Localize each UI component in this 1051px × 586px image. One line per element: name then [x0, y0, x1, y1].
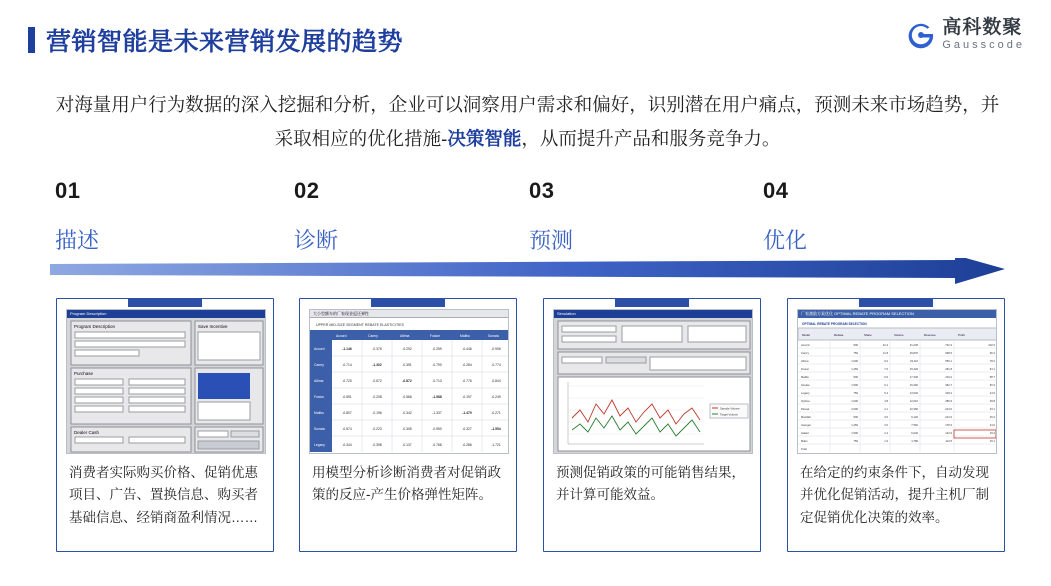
- svg-text:Accord: Accord: [336, 334, 347, 338]
- card-screenshot-chart-window: [553, 309, 753, 454]
- svg-text:Volume: Volume: [894, 333, 904, 337]
- svg-text:15,260: 15,260: [909, 384, 918, 387]
- svg-text:Avenger: Avenger: [801, 424, 811, 427]
- page-title: [28, 22, 403, 58]
- svg-text:Revenue: Revenue: [924, 333, 936, 337]
- svg-text:44.6: 44.6: [989, 392, 995, 395]
- title-text: 营销智能是未来营销发展的趋势: [46, 28, 404, 56]
- svg-text:Legacy: Legacy: [314, 443, 325, 447]
- svg-text:11.8: 11.8: [882, 352, 888, 355]
- svg-text:244.0: 244.0: [945, 408, 952, 411]
- svg-text:Malibu: Malibu: [314, 411, 324, 415]
- svg-text:750: 750: [853, 352, 858, 355]
- title-accent-bar: [28, 27, 35, 53]
- svg-text:Milan: Milan: [801, 440, 808, 443]
- svg-text:2,000: 2,000: [851, 408, 858, 411]
- svg-text:-0.720: -0.720: [342, 379, 352, 383]
- svg-text:78.2: 78.2: [989, 360, 995, 363]
- svg-text:500: 500: [853, 376, 858, 379]
- svg-text:OPTIMAL REBATE PROGRAM SELECTI: OPTIMAL REBATE PROGRAM SELECTION: [802, 322, 867, 326]
- svg-text:1,000: 1,000: [851, 360, 858, 363]
- svg-text:Legacy: Legacy: [801, 392, 810, 395]
- svg-text:-0.376: -0.376: [372, 347, 382, 351]
- svg-text:-0.906: -0.906: [491, 347, 501, 351]
- svg-text:750: 750: [853, 440, 858, 443]
- svg-text:Profit: Profit: [958, 333, 965, 337]
- lead-highlight: 决策智能: [447, 128, 522, 150]
- svg-text:Accord: Accord: [801, 344, 810, 347]
- screenshot-window-title: 厂家激励方案优化 OPTIMAL REBATE PROGRAM SELECTION: [798, 310, 996, 318]
- step-number: 04: [763, 178, 789, 203]
- svg-text:-0.768: -0.768: [432, 443, 442, 447]
- svg-text:6,040: 6,040: [911, 432, 918, 435]
- card-tab: [128, 298, 202, 307]
- svg-text:-1.302: -1.302: [372, 363, 382, 367]
- step-list: [55, 178, 1015, 258]
- svg-text:6.9: 6.9: [884, 376, 888, 379]
- svg-text:Camry: Camry: [368, 334, 378, 338]
- card-screenshot-form-dialog: [66, 309, 266, 454]
- brand-logo: [907, 18, 1025, 51]
- svg-text:-0.196: -0.196: [372, 411, 382, 415]
- svg-text:1,000: 1,000: [851, 400, 858, 403]
- svg-text:Passat: Passat: [801, 408, 810, 411]
- svg-text:1.9: 1.9: [884, 440, 888, 443]
- svg-text:96.4: 96.4: [989, 352, 995, 355]
- svg-text:-0.327: -0.327: [462, 427, 472, 431]
- svg-text:-0.391: -0.391: [402, 363, 412, 367]
- svg-text:-0.774: -0.774: [491, 363, 501, 367]
- svg-text:2.4: 2.4: [884, 432, 888, 435]
- svg-text:4.8: 4.8: [884, 400, 888, 403]
- svg-text:Galant: Galant: [801, 432, 809, 435]
- svg-text:698.5: 698.5: [945, 352, 952, 355]
- svg-text:Save Incentive: Save Incentive: [198, 324, 228, 329]
- svg-text:556.1: 556.1: [945, 360, 952, 363]
- svg-text:-0.223: -0.223: [372, 427, 382, 431]
- svg-text:3.0: 3.0: [884, 424, 888, 427]
- svg-text:-0.446: -0.446: [462, 347, 472, 351]
- card-predict[interactable]: [543, 298, 761, 552]
- svg-text:Altima: Altima: [801, 360, 809, 363]
- svg-text:Malibu: Malibu: [460, 334, 470, 338]
- svg-text:64.1: 64.1: [989, 368, 995, 371]
- svg-text:212.6: 212.6: [945, 416, 952, 419]
- step-label: 预测: [529, 228, 574, 253]
- svg-text:178.3: 178.3: [945, 424, 952, 427]
- svg-text:58.7: 58.7: [989, 376, 995, 379]
- svg-text:-0.776: -0.776: [462, 379, 472, 383]
- svg-text:29.4: 29.4: [989, 416, 995, 419]
- step-label: 优化: [763, 228, 808, 253]
- svg-text:Accord: Accord: [314, 347, 325, 351]
- svg-text:500: 500: [853, 416, 858, 419]
- svg-text:-0.197: -0.197: [462, 395, 472, 399]
- card-caption: 在给定的约束条件下，自动发现并优化促销活动，提升主机厂制定促销优化决策的效率。: [800, 465, 989, 525]
- svg-text:-0.344: -0.344: [342, 443, 352, 447]
- svg-text:Model: Model: [802, 333, 810, 337]
- svg-text:UPPER MID-SIZE SEGMENT REBATE: UPPER MID-SIZE SEGMENT REBATE ELASTICITIES: [316, 323, 404, 327]
- svg-text:-0.137: -0.137: [402, 443, 412, 447]
- svg-text:-0.271: -0.271: [491, 411, 501, 415]
- svg-text:Malibu: Malibu: [801, 376, 809, 379]
- card-caption: 消费者实际购买价格、促销优惠项目、广告、置换信息、购买者基础信息、经销商盈利情况……: [69, 465, 258, 525]
- svg-text:750: 750: [853, 392, 858, 395]
- card-diagnose[interactable]: [299, 298, 517, 552]
- svg-text:Total: Total: [801, 448, 807, 451]
- svg-text:Dealer Cash: Dealer Cash: [74, 430, 100, 435]
- svg-text:Sonata: Sonata: [314, 427, 325, 431]
- svg-text:Program Description: Program Description: [74, 324, 116, 329]
- svg-text:15.1: 15.1: [989, 440, 995, 443]
- svg-text:-0.713: -0.713: [432, 379, 442, 383]
- svg-text:-0.572: -0.572: [372, 379, 382, 383]
- step-label: 描述: [55, 228, 100, 253]
- progress-arrow-icon: [50, 258, 1005, 288]
- svg-text:1,500: 1,500: [851, 384, 858, 387]
- svg-text:742.3: 742.3: [945, 344, 952, 347]
- svg-text:Share: Share: [864, 333, 872, 337]
- svg-text:12.4: 12.4: [882, 344, 888, 347]
- svg-text:362.7: 362.7: [945, 384, 952, 387]
- svg-text:12,010: 12,010: [909, 400, 918, 403]
- svg-text:1,250: 1,250: [851, 424, 858, 427]
- svg-text:-0.950: -0.950: [432, 427, 442, 431]
- svg-text:102.6: 102.6: [988, 344, 995, 347]
- svg-text:142.9: 142.9: [945, 432, 952, 435]
- svg-text:-0.566: -0.566: [402, 395, 412, 399]
- step-number: 01: [55, 178, 81, 203]
- lead-paragraph: [55, 88, 1000, 156]
- svg-text:-0.208: -0.208: [372, 395, 382, 399]
- svg-text:9,120: 9,120: [911, 416, 918, 419]
- svg-text:Sonata: Sonata: [488, 334, 499, 338]
- svg-text:Mazda6: Mazda6: [801, 416, 811, 419]
- svg-text:13,540: 13,540: [909, 392, 918, 395]
- svg-text:-0.790: -0.790: [432, 363, 442, 367]
- svg-text:-0.591: -0.591: [342, 395, 352, 399]
- svg-text:33.1: 33.1: [989, 408, 995, 411]
- screenshot-window-title: Program Description: [67, 310, 265, 318]
- svg-text:Optima: Optima: [801, 400, 810, 403]
- svg-text:Sample Volume: Sample Volume: [720, 406, 740, 411]
- step-04: [763, 178, 807, 255]
- card-screenshot-matrix-table: [309, 309, 509, 454]
- logo-name-cn: 高科数聚: [942, 17, 1023, 38]
- svg-text:-0.844: -0.844: [491, 379, 501, 383]
- svg-text:-0.342: -0.342: [402, 411, 412, 415]
- svg-text:Camry: Camry: [314, 363, 324, 367]
- svg-text:23,110: 23,110: [909, 360, 918, 363]
- card-list: [56, 298, 1006, 553]
- svg-text:5.4: 5.4: [884, 392, 888, 395]
- svg-text:6.1: 6.1: [884, 384, 888, 387]
- svg-text:9.2: 9.2: [884, 360, 888, 363]
- card-caption: 预测促销政策的可能销售结果，并计算可能效益。: [556, 465, 745, 503]
- svg-text:19,420: 19,420: [909, 368, 918, 371]
- lead-part2: ，从而提升产品和服务竞争力。: [521, 128, 781, 150]
- svg-text:17,330: 17,330: [909, 376, 918, 379]
- svg-text:419.2: 419.2: [945, 376, 952, 379]
- svg-text:-1.721: -1.721: [491, 443, 501, 447]
- svg-text:-0.872: -0.872: [402, 379, 412, 383]
- svg-text:4.1: 4.1: [884, 408, 888, 411]
- card-screenshot-wide-table: [797, 309, 997, 454]
- logo-mark-icon: [907, 21, 935, 49]
- svg-text:113.5: 113.5: [945, 440, 952, 443]
- svg-text:31,245: 31,245: [909, 344, 918, 347]
- svg-text:-0.292: -0.292: [402, 347, 412, 351]
- lead-part1: 对海量用户行为数据的深入挖掘和分析，企业可以洞察用户需求和偏好，识别潜在用户痛点，预测未来市场趋势，并采取相应的优化措施-: [55, 94, 1000, 150]
- svg-text:Fusion: Fusion: [430, 334, 441, 338]
- step-01: [55, 178, 99, 255]
- svg-text:Camry: Camry: [801, 352, 809, 355]
- svg-text:-0.714: -0.714: [342, 363, 352, 367]
- svg-text:461.8: 461.8: [945, 368, 952, 371]
- svg-text:-0.807: -0.807: [342, 411, 352, 415]
- svg-text:4,780: 4,780: [911, 440, 918, 443]
- svg-text:Rebate: Rebate: [834, 333, 844, 337]
- card-optimize[interactable]: [787, 298, 1005, 552]
- svg-text:1,250: 1,250: [851, 368, 858, 371]
- card-describe[interactable]: [56, 298, 274, 552]
- svg-text:-0.305: -0.305: [402, 427, 412, 431]
- svg-text:50.3: 50.3: [989, 384, 995, 387]
- logo-name-en: Gausscode: [942, 39, 1025, 51]
- svg-text:7,560: 7,560: [911, 424, 918, 427]
- svg-text:10,350: 10,350: [909, 408, 918, 411]
- svg-text:-0.249: -0.249: [491, 395, 501, 399]
- card-caption: 用模型分析诊断消费者对促销政策的反应-产生价格弹性矩阵。: [312, 465, 501, 503]
- svg-text:286.9: 286.9: [945, 400, 952, 403]
- svg-text:-0.398: -0.398: [372, 443, 382, 447]
- logo-text: [942, 18, 1025, 51]
- svg-text:-1.337: -1.337: [432, 411, 442, 415]
- card-tab: [615, 298, 689, 307]
- screenshot-window-title: 大小型额车的厂家现金返还弹性: [310, 310, 508, 318]
- screenshot-window-title: Simulation: [554, 310, 752, 318]
- svg-text:-0.286: -0.286: [462, 443, 472, 447]
- svg-text:Altima: Altima: [400, 334, 410, 338]
- svg-text:Fusion: Fusion: [801, 368, 810, 371]
- step-03: [529, 178, 573, 255]
- svg-text:24.0: 24.0: [989, 424, 995, 427]
- svg-text:19.2: 19.2: [989, 432, 995, 435]
- svg-text:-0.284: -0.284: [462, 363, 472, 367]
- svg-text:Altima: Altima: [314, 379, 324, 383]
- svg-text:1,500: 1,500: [851, 432, 858, 435]
- svg-text:3.6: 3.6: [884, 416, 888, 419]
- svg-text:Target Volume: Target Volume: [720, 412, 738, 417]
- svg-text:500: 500: [853, 344, 858, 347]
- svg-text:Sonata: Sonata: [801, 384, 810, 387]
- svg-text:29,870: 29,870: [909, 352, 918, 355]
- svg-text:-0.259: -0.259: [432, 347, 442, 351]
- svg-text:Fusion: Fusion: [314, 395, 325, 399]
- svg-text:-1.988: -1.988: [432, 395, 442, 399]
- svg-text:-0.574: -0.574: [342, 427, 352, 431]
- svg-text:318.4: 318.4: [945, 392, 952, 395]
- svg-text:-1.479: -1.479: [462, 411, 472, 415]
- svg-text:Purchase: Purchase: [74, 371, 94, 376]
- card-tab: [859, 298, 933, 307]
- step-number: 02: [294, 178, 320, 203]
- svg-text:-1.146: -1.146: [342, 347, 352, 351]
- svg-text:7.6: 7.6: [884, 368, 888, 371]
- step-number: 03: [529, 178, 555, 203]
- card-tab: [371, 298, 445, 307]
- step-02: [294, 178, 338, 255]
- step-label: 诊断: [294, 228, 339, 253]
- svg-text:-1.554: -1.554: [491, 427, 501, 431]
- svg-text:39.8: 39.8: [989, 400, 995, 403]
